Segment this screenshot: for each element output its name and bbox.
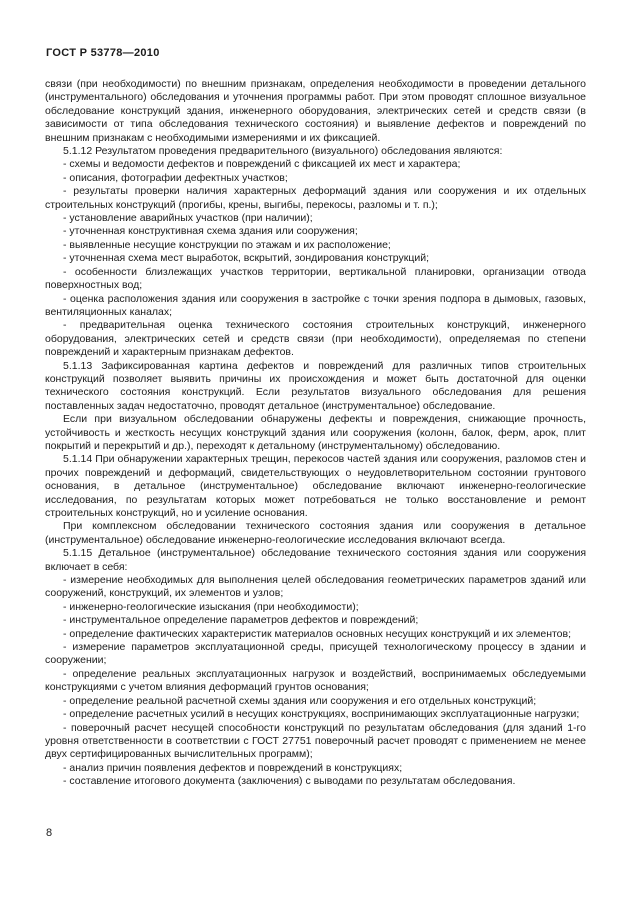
list-item: - выявленные несущие конструкции по этажам и их расположение; <box>63 238 391 251</box>
list-item: - анализ причин появления дефектов и повреждений в конструкциях; <box>63 761 403 774</box>
list-item: - инженерно-геологические изыскания (при необходимости); <box>63 600 359 613</box>
document-body <box>45 78 586 789</box>
page-number: 8 <box>46 827 53 839</box>
paragraph: связи (при необходимости) по внешним признакам, определения необходимости в проведении детального (инструментального) обследования и уточнения программы работ. При этом проводят сплошное визуальное обследование конструкций здания, инженерного оборудования, электрических сетей и средств связи (в зависимости от типа обследования технического состояния) и выявление дефектов и повреждений по внешним признакам с необходимыми измерениями и их фиксацией. <box>45 78 586 144</box>
list-item: - поверочный расчет несущей способности конструкций по результатам обследования (для зданий 1-го уровня ответственности в соответствии с ГОСТ 27751 поверочный расчет проводят с применением не менее двух сертифицированных вычислительных программ); <box>45 721 586 761</box>
list-item: - предварительная оценка технического состояния строительных конструкций, инженерного оборудования, электрических сетей и средств связи (при необходимости), определяемая по степени повреждений и характерным признакам дефектов. <box>45 319 586 359</box>
list-item: - уточненная конструктивная схема здания или сооружения; <box>63 225 358 238</box>
list-item: - описания, фотографии дефектных участков; <box>63 171 288 184</box>
clause-5-1-13: 5.1.13 Зафиксированная картина дефектов и повреждений для различных типов строительных конструкций позволяет выявить причины их происхождения и может быть достаточной для оценки технического состояния конструкций. Если результатов визуального обследования для решения поставленных задач недостаточно, проводят детальное (инструментальное) обследование. <box>45 359 586 412</box>
list-item: - уточненная схема мест выработок, вскрытий, зондирования конструкций; <box>63 252 430 265</box>
list-item: - составление итогового документа (заключения) с выводами по результатам обследования. <box>63 775 516 788</box>
list-item: - установление аварийных участков (при наличии); <box>63 212 313 225</box>
list-item: - схемы и ведомости дефектов и повреждений с фиксацией их мест и характера; <box>63 158 461 171</box>
document-code-header: ГОСТ Р 53778—2010 <box>46 47 160 59</box>
list-item: - инструментальное определение параметров дефектов и повреждений; <box>63 614 419 627</box>
list-item: - определение реальных эксплуатационных нагрузок и воздействий, воспринимаемых обследуемыми конструкциями с учетом влияния деформаций грунтов основания; <box>45 667 586 694</box>
clause-5-1-12: 5.1.12 Результатом проведения предварительного (визуального) обследования являются: <box>63 145 503 158</box>
list-item: - оценка расположения здания или сооружения в застройке с точки зрения подпора в дымовых, газовых, вентиляционных каналах; <box>45 292 586 318</box>
list-item: - измерение параметров эксплуатационной среды, присущей технологическому процессу в здании и сооружении; <box>45 641 586 667</box>
list-item: - определение реальной расчетной схемы здания или сооружения и его отдельных конструкций; <box>63 694 537 707</box>
list-item: - измерение необходимых для выполнения целей обследования геометрических параметров зданий или сооружений, конструкций, их элементов и узлов; <box>45 574 586 600</box>
paragraph: При комплексном обследовании технического состояния здания или сооружения в детальное (инструментальное) обследование инженерно-геологические исследования включают всегда. <box>45 520 586 546</box>
list-item: - результаты проверки наличия характерных деформаций здания или сооружения и их отдельных строительных конструкций (прогибы, крены, выгибы, перекосы, разломы и т. п.); <box>45 185 586 211</box>
paragraph: Если при визуальном обследовании обнаружены дефекты и повреждения, снижающие прочность, устойчивость и жесткость несущих конструкций здания или сооружения (колонн, балок, ферм, арок, плит покрытий и перекрытий и др.), переходят к детальному (инструментальному) обследованию. <box>45 413 586 452</box>
clause-5-1-14: 5.1.14 При обнаружении характерных трещин, перекосов частей здания или сооружения, разломов стен и прочих повреждений и деформаций, свидетельствующих о неудовлетворительном состоянии грунтового основания, в детальное (инструментальное) обследование включают инженерно-геологические исследования, по результатам которых может потребоваться не только восстановление и ремонт строительных конструкций, но и усиление основания. <box>45 453 586 519</box>
list-item: - определение фактических характеристик материалов основных несущих конструкций и их элементов; <box>63 627 572 640</box>
list-item: - особенности близлежащих участков территории, вертикальной планировки, организации отвода поверхностных вод; <box>45 265 586 292</box>
list-item: - определение расчетных усилий в несущих конструкциях, воспринимающих эксплуатационные нагрузки; <box>63 708 580 721</box>
clause-5-1-15: 5.1.15 Детальное (инструментальное) обследование технического состояния здания или сооружения включает в себя: <box>45 547 586 573</box>
